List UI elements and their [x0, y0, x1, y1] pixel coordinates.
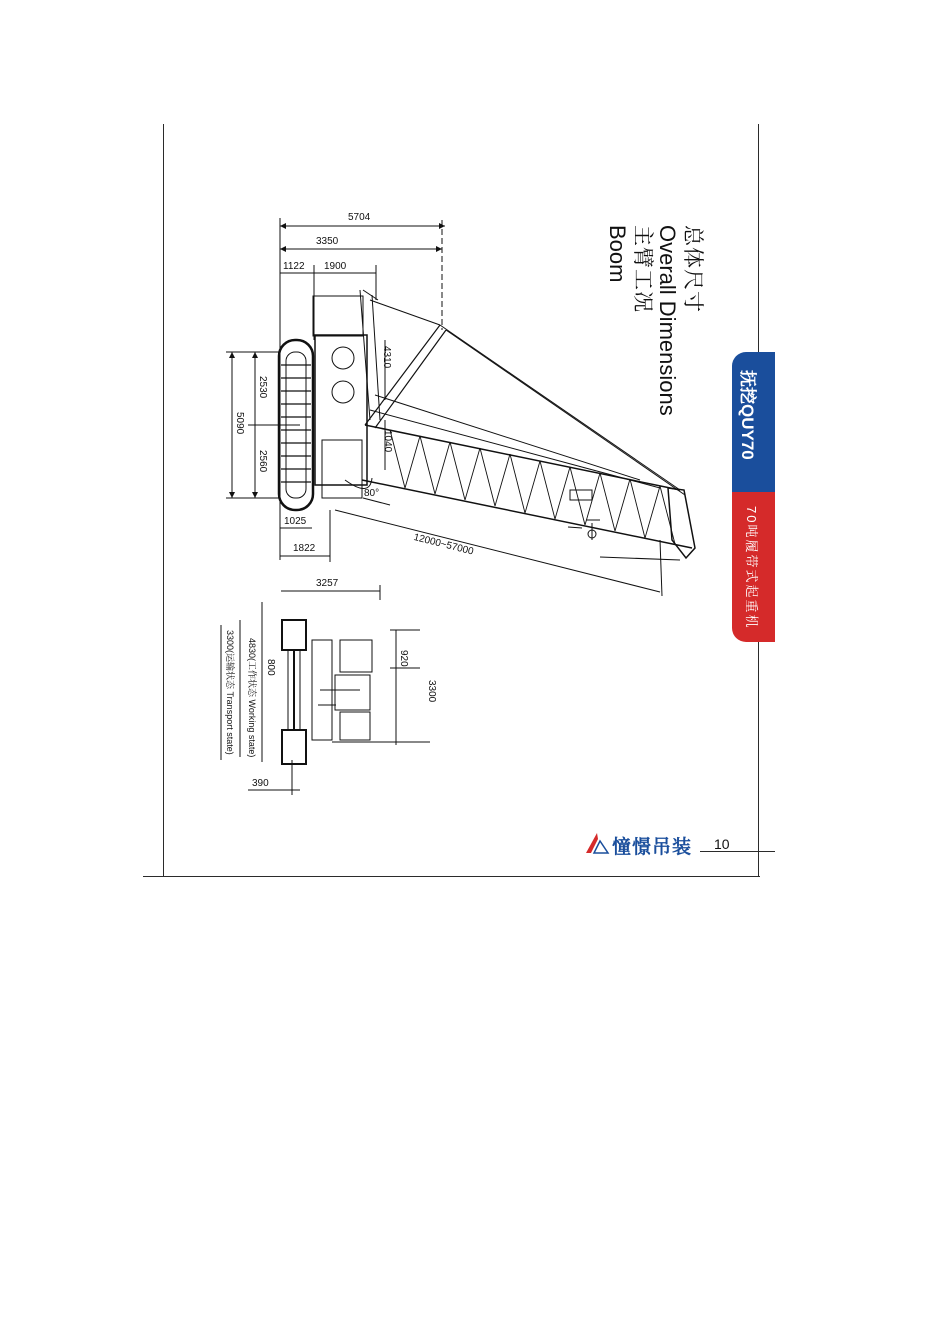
- hoist-line-2: [375, 395, 640, 480]
- dim-label-920: 920: [398, 650, 409, 667]
- dim-label-transport-state: 3300(运输状态 Transport state): [225, 630, 235, 755]
- dim-label-3300: 3300: [426, 680, 437, 703]
- rear-base: [340, 712, 370, 740]
- mast-tie: [370, 300, 440, 325]
- page-number: 10: [714, 836, 730, 852]
- description-tab: [732, 492, 775, 642]
- rear-track-top: [282, 620, 306, 650]
- description-tab-label: 70吨履带式起重机: [744, 506, 759, 630]
- cab: [322, 440, 362, 498]
- dim-label-1900: 1900: [324, 261, 347, 272]
- title-en: Overall Dimensions: [655, 225, 680, 416]
- dim-label-working-state: 4830(工作状态 Working state): [247, 638, 257, 758]
- dim-line-boom-length: [335, 510, 660, 592]
- boom-chord-lower: [362, 480, 692, 548]
- boom-label-plate: [570, 490, 592, 500]
- mast-2: [372, 295, 380, 420]
- mast: [360, 290, 370, 420]
- angle-leader: [363, 498, 390, 505]
- dim-label-5704: 5704: [348, 212, 371, 223]
- dim-label-2560: 2560: [257, 450, 268, 473]
- dim-label-angle: 80°: [364, 488, 380, 499]
- model-tab: [732, 352, 775, 492]
- dim-label-3257: 3257: [316, 578, 339, 589]
- rear-cab: [340, 640, 372, 672]
- crane-logo-icon: [584, 831, 610, 855]
- ext-line-boom-end: [660, 540, 662, 596]
- rear-winch: [335, 675, 370, 710]
- gantry-strut: [365, 325, 440, 425]
- brand-logo-text: 憧憬吊装: [612, 837, 693, 858]
- dim-label-800: 800: [265, 659, 276, 676]
- dim-label-5090: 5090: [234, 412, 245, 435]
- counterweight: [313, 296, 363, 336]
- dim-label-3350: 3350: [316, 236, 339, 247]
- dim-label-2530: 2530: [257, 376, 268, 399]
- dim-label-390: 390: [252, 778, 269, 789]
- subtitle-en: Boom: [605, 225, 630, 283]
- dim-label-1122: 1122: [283, 261, 305, 272]
- dim-label-boom-length: 12000~57000: [412, 532, 475, 558]
- winch-drum-2: [332, 381, 354, 403]
- winch-drum: [332, 347, 354, 369]
- hoist-line: [370, 410, 660, 488]
- dim-label-1822: 1822: [293, 543, 316, 554]
- upper-house: [315, 335, 367, 485]
- hook-leader: [600, 557, 680, 560]
- boom-lacing: [390, 430, 675, 544]
- dim-label-1040: 1040: [382, 430, 393, 453]
- gantry-strut-2: [375, 330, 446, 428]
- page-title: [605, 225, 705, 416]
- rear-track-bottom: [282, 730, 306, 764]
- title-cn: 总体尺寸: [681, 225, 704, 313]
- subtitle-cn: 主臂工况: [631, 225, 654, 313]
- dim-label-4310: 4310: [381, 346, 392, 369]
- boom-angle-arc: [345, 478, 372, 489]
- dim-label-1025: 1025: [284, 516, 307, 527]
- hook-bar-2: [568, 527, 582, 528]
- model-tab-label: 抚挖QUY70: [738, 370, 757, 460]
